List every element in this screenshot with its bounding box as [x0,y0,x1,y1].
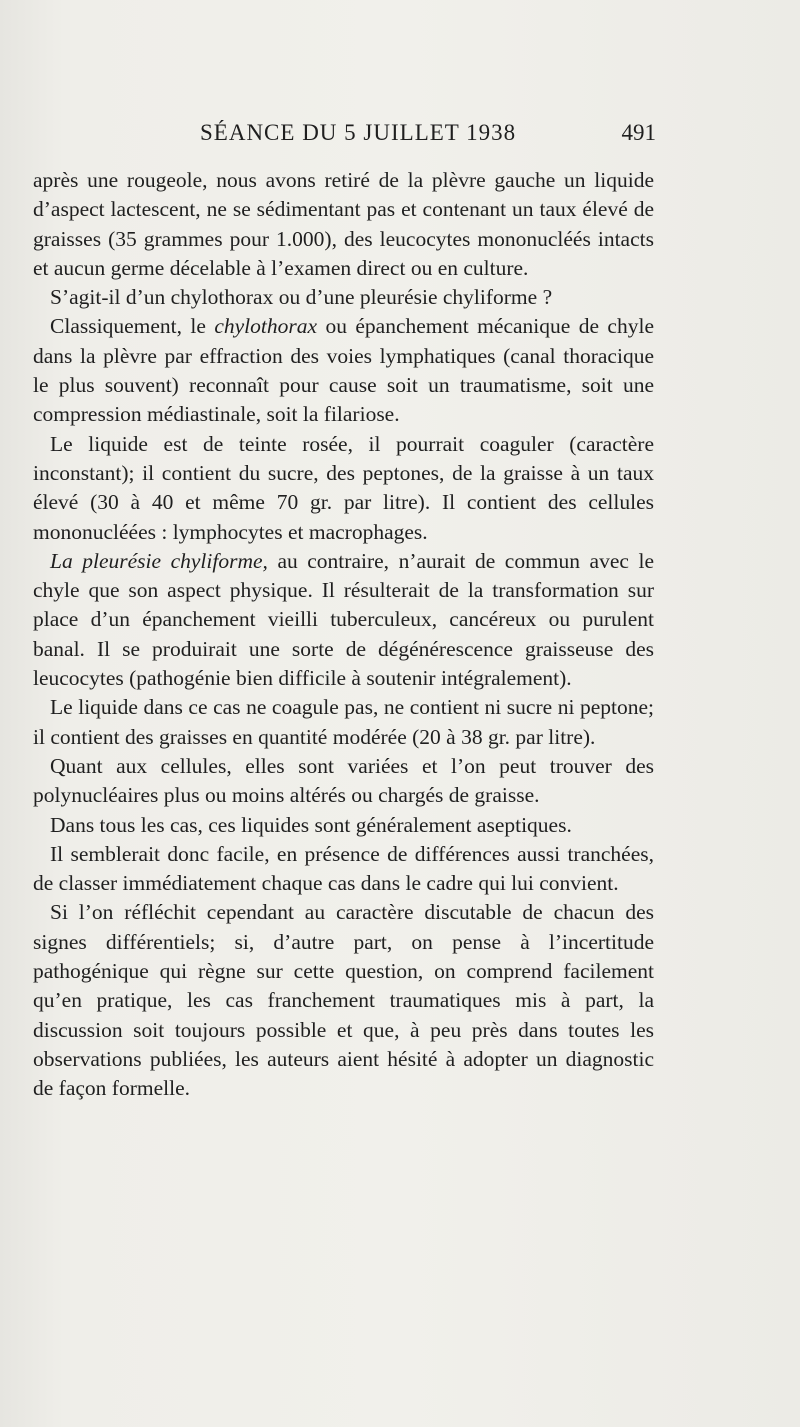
paragraph-6: Le liquide dans ce cas ne coagule pas, ne contient ni sucre ni peptone; il contient des graisses en quantité modérée (20 à 38 gr. par litre). [33,695,654,749]
running-title: SÉANCE DU 5 JUILLET 1938 [200,120,517,145]
paragraph-10: Si l’on réfléchit cependant au caractère discutable de chacun des signes différentiels; si, d’autre part, on pense à l’incertitude pathogénique qui règne sur cette question, on comprend facilement qu’en pratique, les cas franchement traumatiques mis à part, la discussion soit toujours possible et que, à peu près dans toutes les observations publiées, les auteurs aient hésité à adopter un diagnostic de façon formelle. [33,900,654,1101]
paragraph-5-italic-term: La pleurésie chyliforme, [50,548,268,573]
paragraph-7: Quant aux cellules, elles sont variées et l’on peut trouver des polynucléaires plus ou moins altérés ou chargés de graisse. [33,753,654,808]
paragraph-2: S’agit-il d’un chylothorax ou d’une pleurésie chyliforme ? [50,285,553,310]
paragraph-3 [33,312,654,429]
body-text [33,166,654,1104]
paragraph-4: Le liquide est de teinte rosée, il pourrait coaguler (caractère inconstant); il contient du sucre, des peptones, de la graisse à un taux élevé (30 à 40 et même 70 gr. par litre). Il contient des cellules mononucléées : lymphocytes et macrophages. [33,431,654,544]
paragraph-3-rest: ou épanchement mécanique de chyle dans la plèvre par effraction des voies lymphatiques (canal thoracique le plus souvent) reconnaît pour cause soit un traumatisme, soit une compression médiastinale, soit la filariose. [33,314,654,427]
paragraph-5-rest: au contraire, n’aurait de commun avec le chyle que son aspect physique. Il résulterait de la transformation sur place d’un épanchement vieilli tuberculeux, cancéreux ou purulent banal. Il se produirait une sorte de dégénérescence graisseuse des leucocytes (pathogénie bien difficile à soutenir intégralement). [33,548,654,691]
page-number: 491 [621,120,656,145]
paragraph-9: Il semblerait donc facile, en présence de différences aussi tranchées, de classer immédiatement chaque cas dans le cadre qui lui convient. [33,841,654,896]
paragraph-3-lead: Classiquement, le [50,314,215,339]
paragraph-8: Dans tous les cas, ces liquides sont généralement aseptiques. [50,812,572,837]
running-header [200,120,660,160]
paragraph-5 [33,547,654,693]
paragraph-1: après une rougeole, nous avons retiré de la plèvre gauche un liquide d’aspect lactescent, ne se sédimentant pas et contenant un taux élevé de graisses (35 grammes pour 1.000), des leucocytes mononucléés intacts et aucun germe décelable à l’examen direct ou en culture. [33,168,654,280]
paragraph-3-italic-term: chylothorax [214,314,318,339]
